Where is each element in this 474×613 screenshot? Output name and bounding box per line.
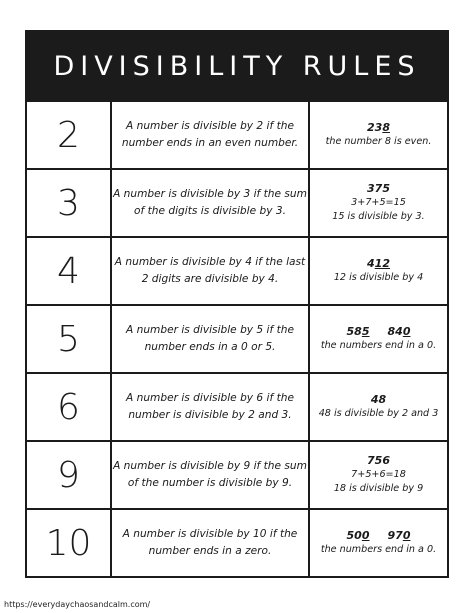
rule-text: A number is divisible by 6 if the number is divisible by 2 and 3. xyxy=(111,373,309,441)
example-underlined-digits: 8 xyxy=(382,121,390,134)
divisor-number: 10 xyxy=(26,509,111,577)
example-underlined-digits: 0 xyxy=(361,529,370,542)
example-digits: 50 xyxy=(346,529,362,542)
example-explanation: 3+7+5=15 xyxy=(351,197,406,208)
example-digits: 756 xyxy=(367,454,390,467)
example-number xyxy=(310,182,447,196)
example-underlined-digits: 12 xyxy=(374,257,390,270)
example-explanation: the numbers end in a 0. xyxy=(320,340,437,351)
example-cell xyxy=(309,102,448,169)
example-underlined-digits: 0 xyxy=(402,325,411,338)
divisor-number: 3 xyxy=(26,169,111,237)
example-digits: 375 xyxy=(367,182,390,195)
table-row xyxy=(26,237,448,305)
divisor-number: 2 xyxy=(26,102,111,169)
example-explanation: the number 8 is even. xyxy=(325,136,432,147)
example-number xyxy=(310,393,447,407)
table-row xyxy=(26,509,448,577)
example-explanation: 7+5+6=18 xyxy=(351,469,406,480)
divisor-number: 4 xyxy=(26,237,111,305)
example-cell xyxy=(309,305,448,373)
example-digits: 97 xyxy=(387,529,403,542)
example-number xyxy=(310,121,447,135)
example-number xyxy=(310,454,447,468)
example-explanation: 18 is divisible by 9 xyxy=(333,483,424,494)
table-row xyxy=(26,373,448,441)
table-row xyxy=(26,102,448,169)
example-underlined-digits: 5 xyxy=(361,325,370,338)
rule-text: A number is divisible by 3 if the sum of the digits is divisible by 3. xyxy=(111,169,309,237)
table-row xyxy=(26,169,448,237)
divisor-number: 5 xyxy=(26,305,111,373)
example-digits: 58 xyxy=(346,325,362,338)
table-row xyxy=(26,305,448,373)
table-row xyxy=(26,441,448,509)
rule-text: A number is divisible by 4 if the last 2 digits are divisible by 4. xyxy=(111,237,309,305)
rule-text: A number is divisible by 2 if the number ends in an even number. xyxy=(111,102,309,169)
example-digits: 48 xyxy=(370,393,387,406)
divisor-number: 6 xyxy=(26,373,111,441)
example-explanation: 12 is divisible by 4 xyxy=(333,272,424,283)
page-title: DIVISIBILITY RULES xyxy=(25,30,449,102)
example-explanation: 48 is divisible by 2 and 3 xyxy=(318,408,439,419)
example-number xyxy=(310,529,447,543)
example-digits: 23 xyxy=(367,121,383,134)
example-digits: 84 xyxy=(387,325,403,338)
example-number xyxy=(310,325,447,339)
example-cell xyxy=(309,169,448,237)
example-cell xyxy=(309,237,448,305)
example-explanation: 15 is divisible by 3. xyxy=(332,211,425,222)
divisor-number: 9 xyxy=(26,441,111,509)
example-cell xyxy=(309,373,448,441)
rule-text: A number is divisible by 10 if the number ends in a zero. xyxy=(111,509,309,577)
example-digits: 4 xyxy=(367,257,375,270)
rule-text: A number is divisible by 9 if the sum of the number is divisible by 9. xyxy=(111,441,309,509)
example-cell xyxy=(309,441,448,509)
example-underlined-digits: 0 xyxy=(402,529,411,542)
rule-text: A number is divisible by 5 if the number ends in a 0 or 5. xyxy=(111,305,309,373)
rules-table xyxy=(25,102,449,578)
source-url[interactable]: https://everydaychaosandcalm.com/ xyxy=(4,600,151,609)
example-number xyxy=(310,257,447,271)
divisibility-sheet xyxy=(25,30,449,578)
example-cell xyxy=(309,509,448,577)
example-explanation: the numbers end in a 0. xyxy=(320,544,437,555)
